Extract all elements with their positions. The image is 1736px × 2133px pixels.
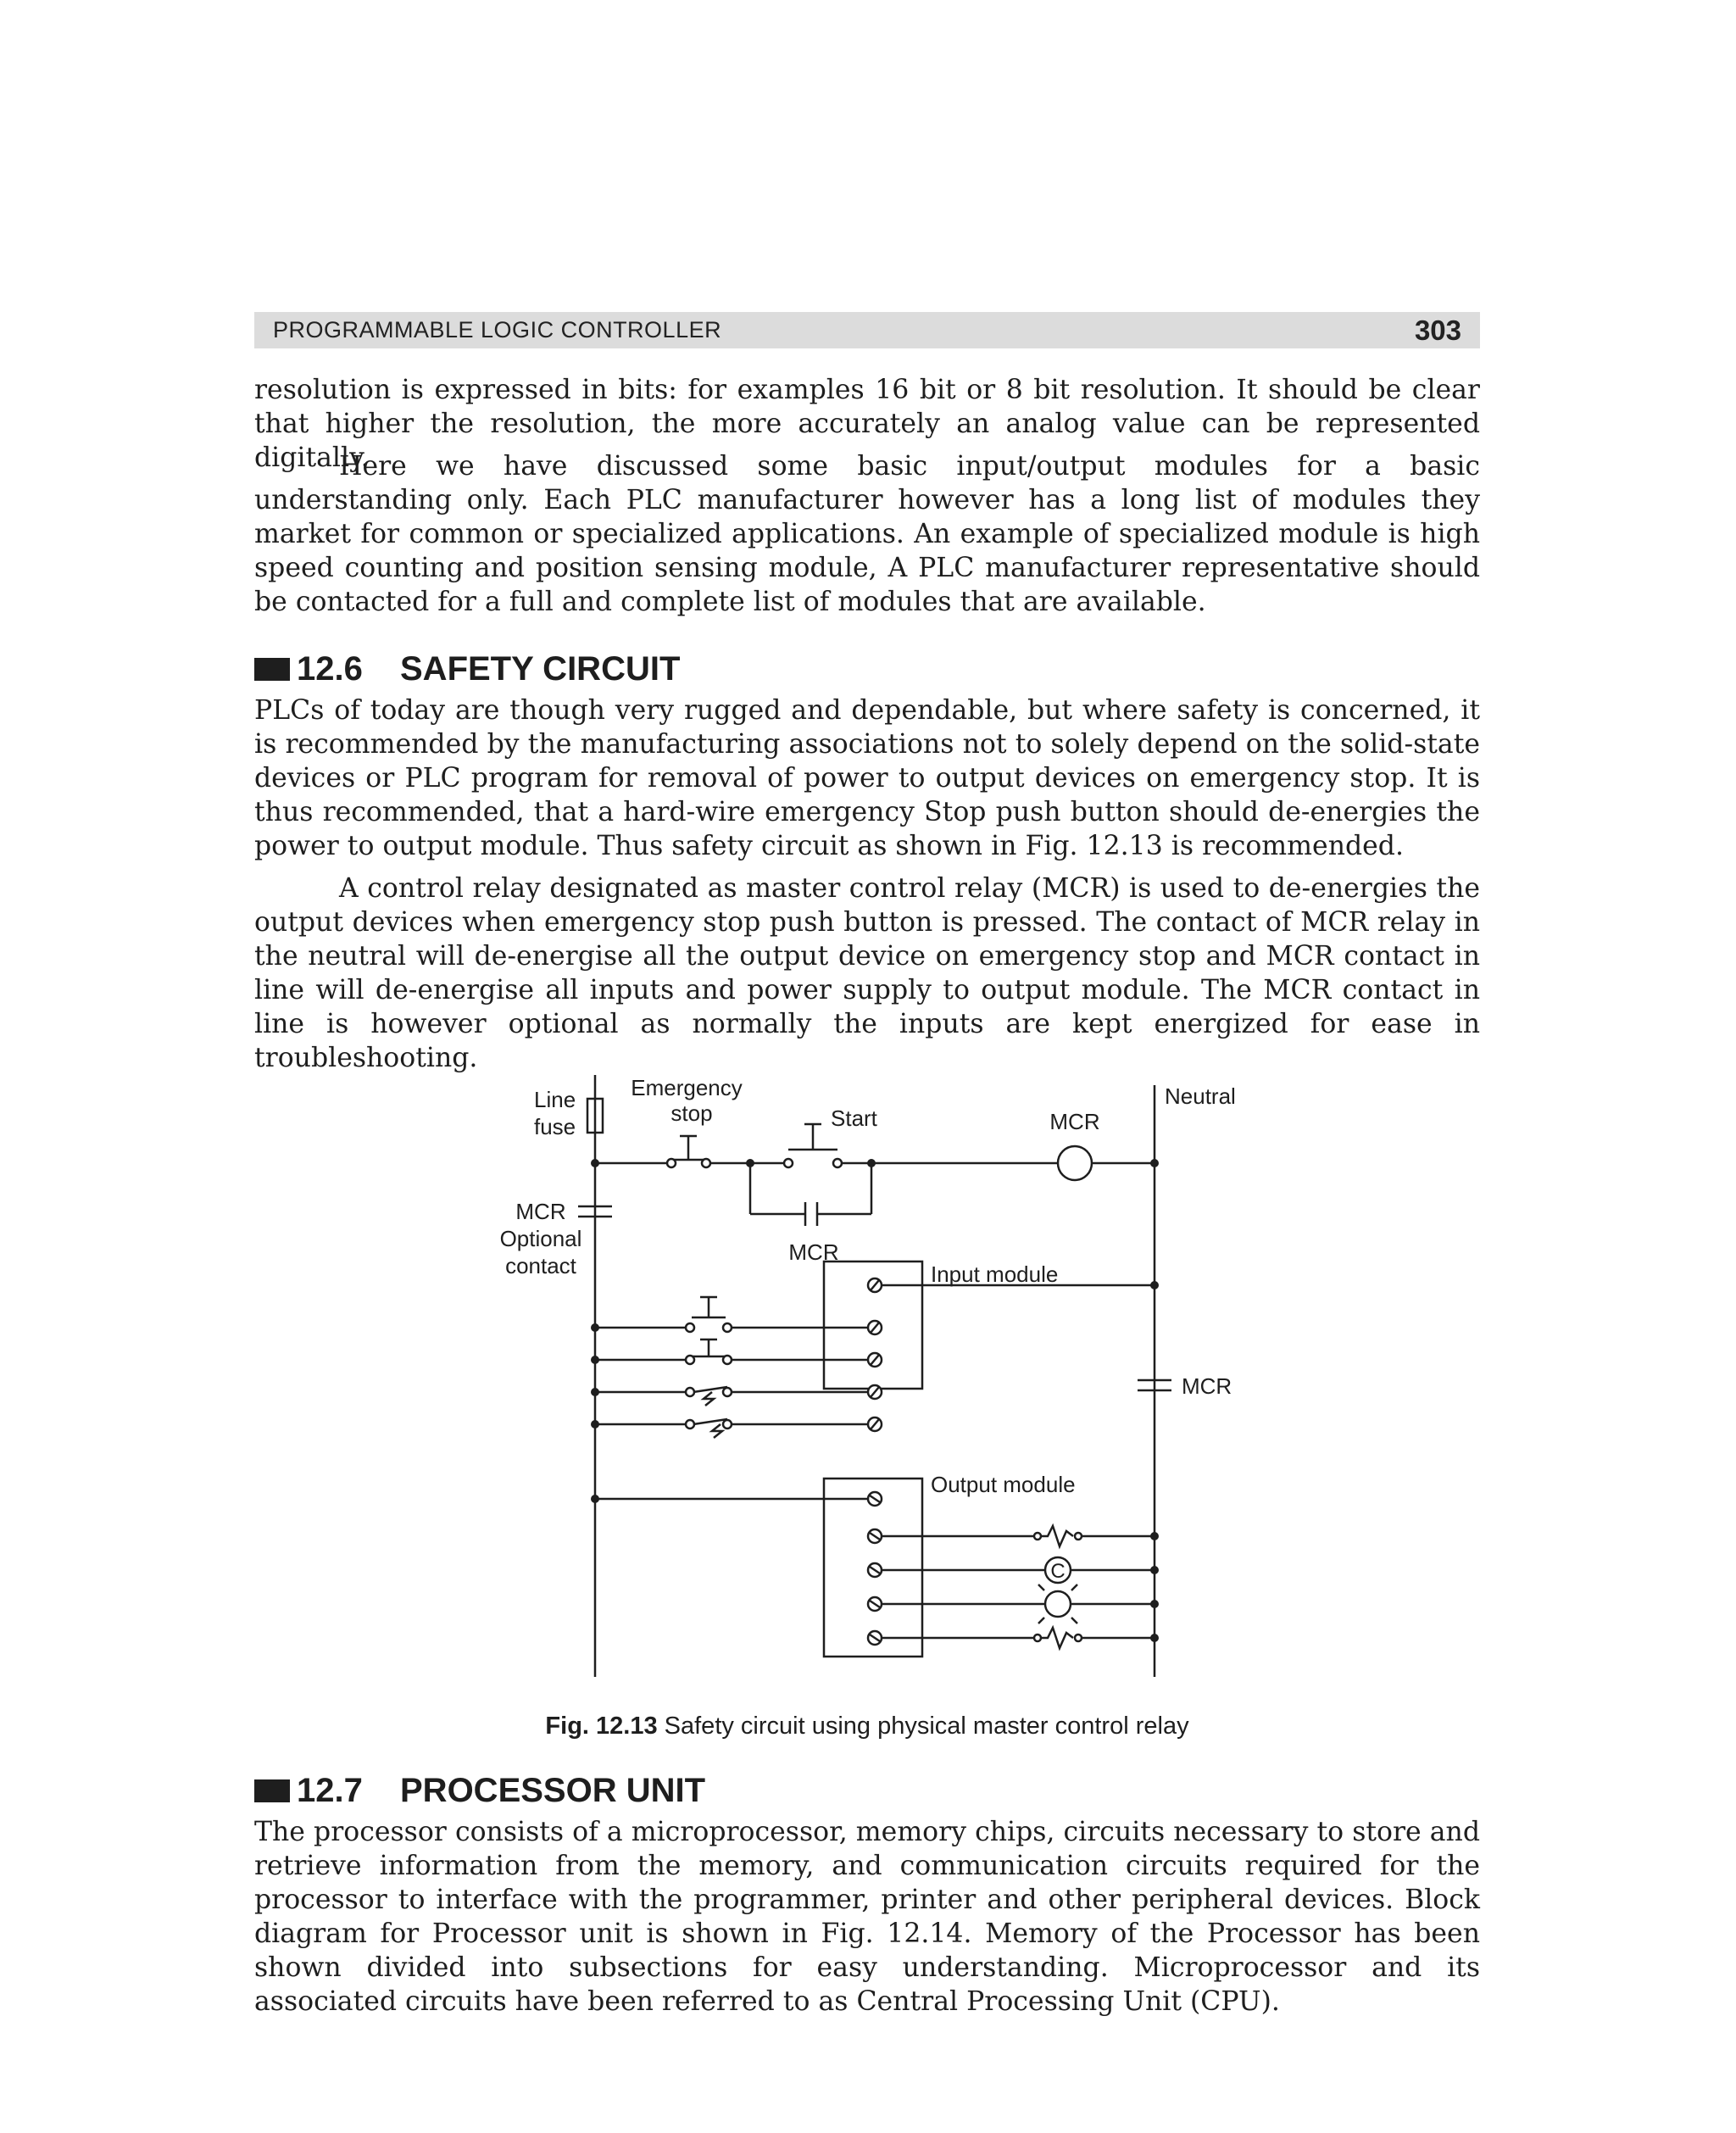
solenoid-1 — [1041, 1526, 1073, 1546]
label-mcr-optional: MCR — [515, 1199, 566, 1224]
page-number: 303 — [1414, 314, 1461, 346]
paragraph-1: resolution is expressed in bits: for examples 16 bit or 8 bit resolution. It should be clear that higher the resolution, the more accurately an analog value can be represented digitally. — [254, 375, 1480, 473]
caption-text: Safety circuit using physical master control relay — [664, 1713, 1189, 1740]
caption-label: Fig. 12.13 — [545, 1713, 658, 1740]
paragraph-4: A control relay designated as master control relay (MCR) is used to de-energies the output devices when emergency stop push button is pressed. The contact of MCR relay in the neutral will de-energise all the output device on emergency stop and MCR contact in line will de-energise all inputs and power supply to output module. The MCR contact in line is however optional as normally the inputs are kept energized for ease in troubleshooting. — [254, 873, 1480, 1073]
safety-circuit-figure — [475, 1068, 1271, 1704]
paragraph-2: Here we have discussed some basic input/output modules for a basic understanding only. Each PLC manufacturer however has a long list of modules they market for common or specialized applications. An example of specialized module is high speed counting and position sensing module, A PLC manufacturer representative should be contacted for a full and complete list of modules that are available. — [254, 451, 1480, 617]
section-heading-12-7 — [254, 1772, 1480, 1809]
label-contactor: C — [1050, 1560, 1066, 1583]
mcr-coil — [1058, 1146, 1092, 1180]
paragraph-5: The processor consists of a microprocessor, memory chips, circuits necessary to store and retrieve information from the memory, and communication circuits required for the processor to interface with the programmer, printer and other peripheral devices. Block diagram for Processor unit is shown in Fig. 12.14. Memory of the Processor has been shown divided into subsections for easy understanding. Microprocessor and its associated circuits have been referred to as Central Processing Unit (CPU). — [254, 1817, 1480, 2017]
module-terminals — [868, 1278, 882, 1645]
section-heading-12-6 — [254, 650, 1480, 688]
label-stop: stop — [670, 1100, 713, 1126]
figure-caption — [254, 1713, 1480, 1740]
label-optional: Optional — [499, 1226, 582, 1251]
safety-circuit-diagram — [475, 1068, 1271, 1704]
solenoid-2 — [1041, 1628, 1073, 1648]
heading-square-icon — [254, 1779, 290, 1802]
running-title: PROGRAMMABLE LOGIC CONTROLLER — [273, 317, 722, 343]
label-input-module: Input module — [931, 1261, 1059, 1287]
label-output-module: Output module — [931, 1472, 1076, 1497]
label-fuse: fuse — [534, 1114, 576, 1139]
pilot-lamp — [1045, 1591, 1071, 1617]
label-mcr-seal: MCR — [788, 1239, 839, 1265]
section-number: 12.6 — [297, 649, 363, 688]
running-head — [254, 312, 1480, 348]
label-start: Start — [831, 1105, 877, 1131]
paragraph-3: PLCs of today are though very rugged and dependable, but where safety is concerned, it is recommended by the manufacturing associations not to solely depend on the solid-state devices or PLC program for removal of power to output devices on emergency stop. It is thus recommended, that a hard-wire emergency Stop push button should de-energies the power to output module. Thus safety circuit as shown in Fig. 12.13 is recommended. — [254, 695, 1480, 861]
section-number: 12.7 — [297, 1771, 363, 1809]
section-title: PROCESSOR UNIT — [400, 1771, 706, 1809]
heading-square-icon — [254, 658, 290, 681]
label-mcr-neutral: MCR — [1182, 1373, 1232, 1399]
section-title: SAFETY CIRCUIT — [400, 649, 681, 688]
label-neutral: Neutral — [1165, 1083, 1236, 1109]
label-line: Line — [534, 1087, 576, 1112]
label-emergency: Emergency — [631, 1075, 743, 1100]
label-mcr-coil: MCR — [1049, 1109, 1100, 1134]
label-contact: contact — [505, 1253, 576, 1278]
